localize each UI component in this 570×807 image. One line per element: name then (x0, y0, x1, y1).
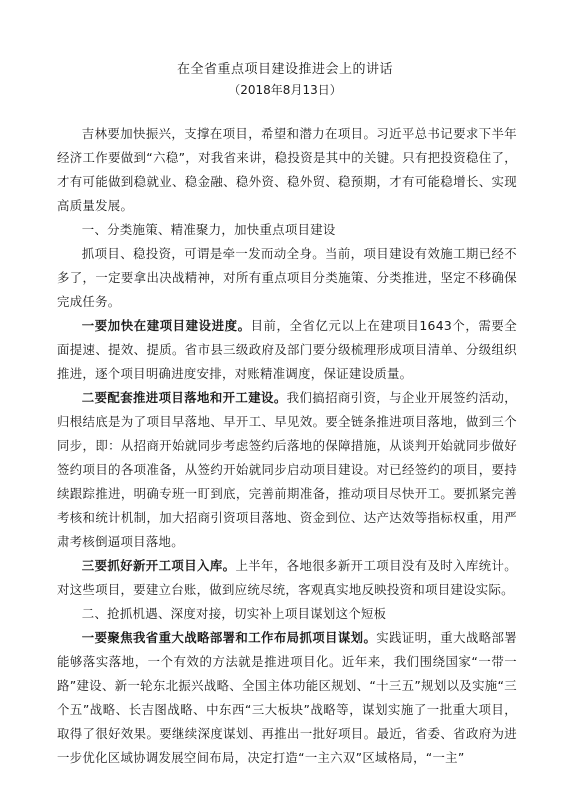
paragraph (57, 386, 517, 554)
paragraph-text: 实践证明，重大战略部署能够落实落地，一个有效的方法就是推进项目化。近年来，我们围绕国家“一带一路”建设、新一轮东北振兴战略、全国主体功能区规划、“十三五”规划以及实施“三个五”战略、长吉图战略、中东西“三大板块”战略等，谋划实施了一批重大项目，取得了很好效果。要继续深度谋划、再推出一批好项目。最近，省委、省政府为进一步优化区域协调发展空间布局，决定打造“一主六双”区域格局，“一主” (57, 630, 517, 765)
paragraph-lead: 一要聚焦我省重大战略部署和工作布局抓项目谋划。 (81, 630, 377, 645)
paragraph-text: 上半年，各地很多新开工项目没有及时入库统计。对这些项目，要建立台账，做到应统尽统，客观真实地反映投资和项目建设实际。 (57, 558, 517, 597)
paragraph (57, 314, 517, 386)
paragraph-text: 抓项目、稳投资，可谓是牵一发而动全身。当前，项目建设有效施工期已经不多了，一定要拿出决战精神，对所有重点项目分类施策、分类推进，坚定不移确保完成任务。 (57, 246, 517, 309)
paragraph-text: 一、分类施策、精准聚力，加快重点项目建设 (81, 222, 336, 237)
paragraph-text: 我们搞招商引资，与企业开展签约活动，归根结底是为了项目早落地、早开工、早见效。要全链条推进项目落地，做到三个同步，即：从招商开始就同步考虑签约后落地的保障措施，从谈判开始就同步做好签约项目的各项准备，从签约开始就同步启动项目建设。对已经签约的项目，要持续跟踪推进，明确专班一盯到底，完善前期准备，推动项目尽快开工。要抓紧完善考核和统计机制，加大招商引资项目落地、资金到位、达产达效等指标权重，用严肃考核倒逼项目落地。 (57, 390, 517, 549)
section-heading (57, 218, 517, 242)
paragraph (57, 242, 517, 314)
document-body (57, 122, 517, 770)
paragraph (57, 554, 517, 602)
paragraph-lead: 二要配套推进项目落地和开工建设。 (81, 390, 287, 405)
paragraph (57, 122, 517, 218)
section-heading (57, 602, 517, 626)
paragraph-text: 二、抢抓机遇、深度对接，切实补上项目谋划这个短板 (81, 606, 387, 621)
paragraph-lead: 三要抓好新开工项目入库。 (81, 558, 236, 573)
paragraph-text: 吉林要加快振兴，支撑在项目，希望和潜力在项目。习近平总书记要求下半年经济工作要做到“六稳”，对我省来讲，稳投资是其中的关键。只有把投资稳住了，才有可能做到稳就业、稳金融、稳外资、稳外贸、稳预期，才有可能稳增长、实现高质量发展。 (57, 126, 517, 213)
document-date: （2018年8月13日） (228, 83, 342, 97)
paragraph-text: 目前，全省亿元以上在建项目1643个，需要全面提速、提效、提质。省市县三级政府及部门要分级梳理形成项目清单、分级组织推进，逐个项目明确进度安排，对账精准调度，保证建设质量。 (57, 318, 517, 381)
paragraph-lead: 一要加快在建项目建设进度。 (81, 318, 251, 333)
paragraph (57, 626, 517, 770)
document-title: 在全省重点项目建设推进会上的讲话 (176, 62, 393, 77)
